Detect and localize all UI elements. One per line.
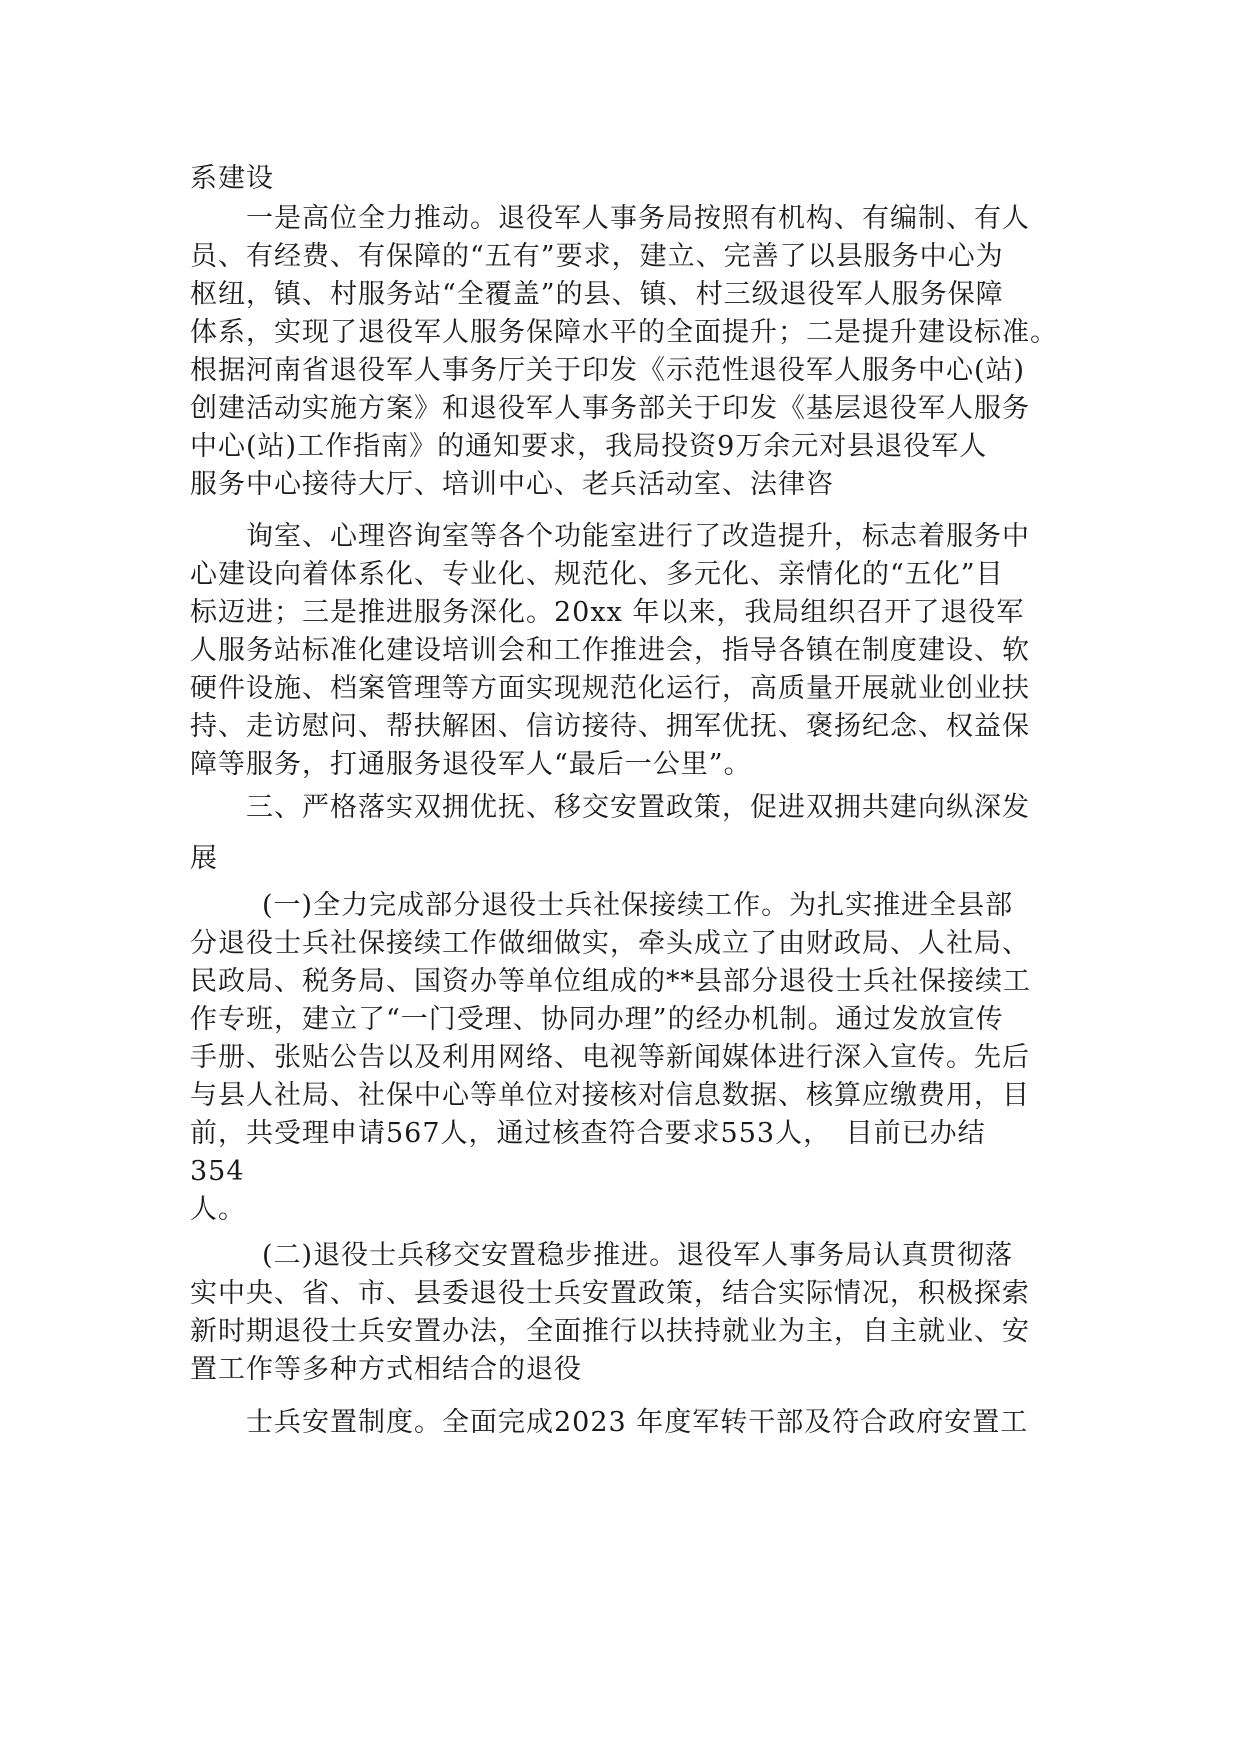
text-line: 服务中心接待大厅、培训中心、老兵活动室、法律咨	[190, 469, 834, 500]
paragraph-resettlement-system	[190, 1404, 1052, 1442]
section-heading-three	[190, 789, 1052, 827]
text-line: 新时期退役士兵安置办法，全面推行以扶持就业为主，自主就业、安	[190, 1316, 1030, 1347]
text-line: 人。	[190, 1194, 246, 1225]
section-heading-continuation	[190, 160, 1052, 198]
text-line: 人服务站标准化建设培训会和工作推进会，指导各镇在制度建设、软	[190, 635, 1030, 666]
text-line: 作专班，建立了“一门受理、协同办理”的经办机制。通过发放宣传	[190, 1004, 1004, 1035]
paragraph-service-system	[190, 200, 1058, 504]
text-line: 标迈进；三是推进服务深化。20xx 年以来，我局组织召开了退役军	[190, 597, 1025, 628]
text-line: 三、严格落实双拥优抚、移交安置政策，促进双拥共建向纵深发	[246, 792, 1030, 823]
text-line: 询室、心理咨询室等各个功能室进行了改造提升，标志着服务中	[246, 521, 1030, 552]
text-line: 根据河南省退役军人事务厅关于印发《示范性退役军人服务中心(站)	[190, 355, 1026, 386]
text-line: 一是高位全力推动。退役军人事务局按照有机构、有编制、有人	[246, 203, 1030, 234]
paragraph-resettlement	[190, 1237, 1052, 1389]
text-line: 硬件设施、档案管理等方面实现规范化运行，高质量开展就业创业扶	[190, 673, 1030, 704]
text-line: 手册、张贴公告以及利用网络、电视等新闻媒体进行深入宣传。先后	[190, 1042, 1030, 1073]
text-line: 分退役士兵社保接续工作做细做实，牵头成立了由财政局、人社局、	[190, 928, 1030, 959]
text-line: 与县人社局、社保中心等单位对接核对信息数据、核算应缴费用，目	[190, 1080, 1030, 1111]
text-line: 置工作等多种方式相结合的退役	[190, 1354, 582, 1385]
text-line: 员、有经费、有保障的“五有”要求，建立、完善了以县服务中心为	[190, 241, 1004, 272]
text-line: 枢纽，镇、村服务站“全覆盖”的县、镇、村三级退役军人服务保障	[190, 279, 1004, 310]
text-line: 士兵安置制度。全面完成2023 年度军转干部及符合政府安置工	[246, 1407, 1029, 1438]
text-line: 354	[190, 1156, 245, 1187]
text-line: 持、走访慰问、帮扶解困、信访接待、拥军优抚、褒扬纪念、权益保	[190, 711, 1030, 742]
text-line: (一)全力完成部分退役士兵社保接续工作。为扎实推进全县部	[262, 890, 1014, 921]
text-line: 创建活动实施方案》和退役军人事务部关于印发《基层退役军人服务	[190, 393, 1030, 424]
text-line: 中心(站)工作指南》的通知要求，我局投资9万余元对县退役军人	[190, 431, 988, 462]
paragraph-service-deepening	[190, 518, 1052, 784]
text-line: 心建设向着体系化、专业化、规范化、多元化、亲情化的“五化”目	[190, 559, 1004, 590]
text-line: 展	[190, 843, 218, 874]
text-line: 障等服务，打通服务退役军人“最后一公里”。	[190, 749, 752, 780]
text-line: (二)退役士兵移交安置稳步推进。退役军人事务局认真贯彻落	[262, 1240, 1014, 1271]
text-line: 系建设	[190, 163, 274, 194]
text-line: 民政局、税务局、国资办等单位组成的**县部分退役士兵社保接续工	[190, 966, 1031, 997]
paragraph-social-security	[190, 887, 1052, 1229]
text-line: 实中央、省、市、县委退役士兵安置政策，结合实际情况，积极探索	[190, 1278, 1030, 1309]
text-line: 前，共受理申请567人，通过核查符合要求553人， 目前已办结	[190, 1118, 986, 1149]
text-line: 体系，实现了退役军人服务保障水平的全面提升；二是提升建设标准。	[190, 317, 1058, 348]
section-heading-three-end	[190, 840, 1052, 878]
